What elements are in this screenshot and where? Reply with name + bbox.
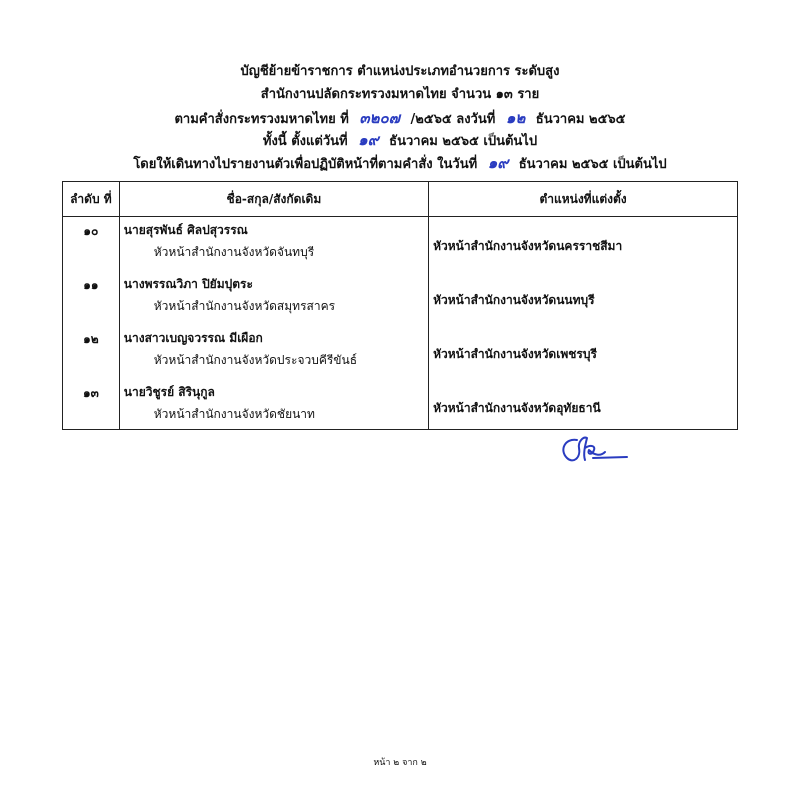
document-subtitle: สำนักงานปลัดกระทรวงมหาดไทย จำนวน ๑๓ ราย [260,87,540,102]
original-position: หัวหน้าสำนักงานจังหวัดประจวบคีรีขันธ์ [153,353,358,367]
order-day: ๑๒ [505,109,526,127]
transfer-table [62,181,738,430]
report-prefix: โดยให้เดินทางไปรายงานตัวเพื่อปฏิบัติหน้าที่ตามคำสั่ง ในวันที่ [133,157,478,172]
column-header-number: ลำดับ ที่ [63,182,120,217]
column-header-name: ชื่อ-สกุล/สังกัดเดิม [119,182,428,217]
order-mid: /๒๕๖๕ ลงวันที่ [410,112,496,127]
new-position: หัวหน้าสำนักงานจังหวัดนครราชสีมา [433,239,623,253]
person-name: นายวิชูรย์ สิรินุกูล [123,385,215,399]
table-header-row [63,182,738,217]
original-position: หัวหน้าสำนักงานจังหวัดชัยนาท [153,407,315,421]
person-name: นางพรรณวิภา ปิยัมปุตระ [123,277,253,291]
handwritten-signature [555,432,635,468]
order-number: ๓๒๐๗ [359,109,400,127]
table-row [63,379,738,430]
original-position: หัวหน้าสำนักงานจังหวัดจันทบุรี [153,245,315,259]
new-position: หัวหน้าสำนักงานจังหวัดอุทัยธานี [433,401,601,415]
document-title: บัญชีย้ายข้าราชการ ตำแหน่งประเภทอำนวยการ ระดับสูง [240,64,560,79]
original-position: หัวหน้าสำนักงานจังหวัดสมุทรสาคร [153,299,336,313]
order-reference-line [0,106,800,130]
report-suffix: ธันวาคม ๒๕๖๕ เป็นต้นไป [518,157,667,172]
report-date-line [0,151,800,175]
table-row [63,217,738,272]
effective-suffix: ธันวาคม ๒๕๖๕ เป็นต้นไป [389,134,538,149]
new-position: หัวหน้าสำนักงานจังหวัดนนทบุรี [433,293,595,307]
order-suffix: ธันวาคม ๒๕๖๕ [535,112,626,127]
report-day: ๑๙ [487,154,509,172]
effective-date-line [0,128,800,152]
new-position: หัวหน้าสำนักงานจังหวัดเพชรบุรี [433,347,597,361]
table-row [63,325,738,379]
row-number: ๑๑ [83,278,99,292]
row-number: ๑๓ [82,386,99,400]
person-name: นายสุรพันธ์ ศิลปสุวรรณ [123,223,248,237]
effective-day: ๑๙ [358,131,379,149]
person-name: นางสาวเบญจวรรณ มีเผือก [123,331,263,345]
row-number: ๑๒ [83,332,99,346]
page-number: หน้า ๒ จาก ๒ [373,758,427,768]
effective-prefix: ทั้งนี้ ตั้งแต่วันที่ [262,134,348,149]
column-header-position: ตำแหน่งที่แต่งตั้ง [429,182,738,217]
table-row [63,271,738,325]
order-prefix: ตามคำสั่งกระทรวงมหาดไทย ที่ [174,112,349,127]
row-number: ๑๐ [83,224,99,238]
